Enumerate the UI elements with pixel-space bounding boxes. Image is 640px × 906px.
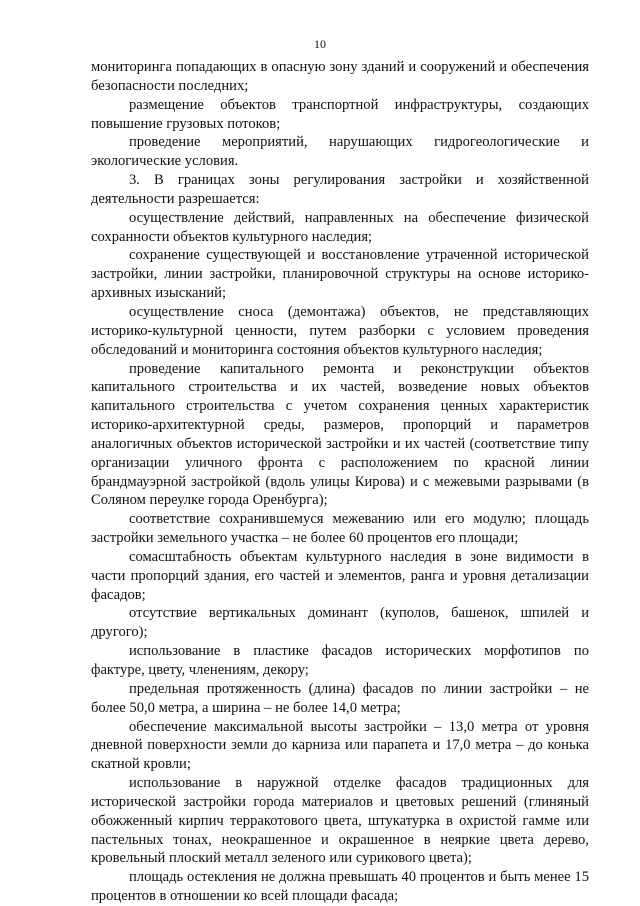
paragraph: проведение капитального ремонта и реконструкции объектов капитального строительства и их частей, возведение новых объектов капитального строительства с учетом сохранения ценных характеристик историко-архитектурной среды, размеров, пропорций и параметров аналогичных объектов исторической застройки и их частей (соответствие типу организации уличного фронта с расположением по красной линии брандмауэрной застройкой (вдоль улицы Кирова) и с межевыми разрывами (в Соляном переулке города Оренбурга);	[91, 360, 589, 509]
page-number: 10	[314, 37, 326, 51]
paragraph: предельная протяженность (длина) фасадов по линии застройки – не более 50,0 метра, а ширина – не более 14,0 метра;	[91, 680, 589, 716]
paragraph: использование в пластике фасадов исторических морфотипов по фактуре, цвету, членениям, декору;	[91, 643, 589, 678]
section-heading-paragraph: 3. В границах зоны регулирования застройки и хозяйственной деятельности разрешается:	[91, 172, 589, 207]
paragraph: осуществление действий, направленных на обеспечение физической сохранности объектов культурного наследия;	[91, 209, 589, 245]
document-body	[91, 58, 589, 906]
paragraph: отсутствие вертикальных доминант (куполов, башенок, шпилей и другого);	[91, 605, 589, 641]
paragraph: осуществление сноса (демонтажа) объектов, не представляющих историко-культурной ценности, путем разборки с условием проведения обследований и мониторинга состояния объектов культурного наследия;	[91, 303, 589, 358]
paragraph: площадь остекления не должна превышать 40 процентов и быть менее 15 процентов в отношении ко всей площади фасада;	[91, 869, 589, 905]
paragraph: проведение мероприятий, нарушающих гидрогеологические и экологические условия.	[91, 134, 589, 170]
paragraph-continuation: мониторинга попадающих в опасную зону зданий и сооружений и обеспечения безопасности последних;	[91, 59, 589, 94]
paragraph: использование в наружной отделке фасадов традиционных для исторической застройки города материалов и цветовых решений (глиняный обожженный кирпич терракотового цвета, штукатурка в охристой гамме или пастельных тонах, неокрашенное и окрашенное в неяркие цвета дерево, кровельный плоский металл зеленого или сурикового цвета);	[91, 775, 589, 867]
paragraph: обеспечение максимальной высоты застройки – 13,0 метра от уровня дневной поверхности земли до карниза или парапета и 17,0 метра – до конька скатной кровли;	[91, 718, 589, 773]
paragraph: размещение объектов транспортной инфраструктуры, создающих повышение грузовых потоков;	[91, 96, 589, 132]
paragraph: сомасштабность объектам культурного наследия в зоне видимости в части пропорций здания, его частей и элементов, ранга и уровня детализации фасадов;	[91, 548, 589, 603]
paragraph: соответствие сохранившемуся межеванию или его модулю; площадь застройки земельного участка – не более 60 процентов его площади;	[91, 511, 589, 547]
paragraph: сохранение существующей и восстановление утраченной исторической застройки, линии застройки, планировочной структуры на основе историко-архивных изысканий;	[91, 247, 589, 302]
